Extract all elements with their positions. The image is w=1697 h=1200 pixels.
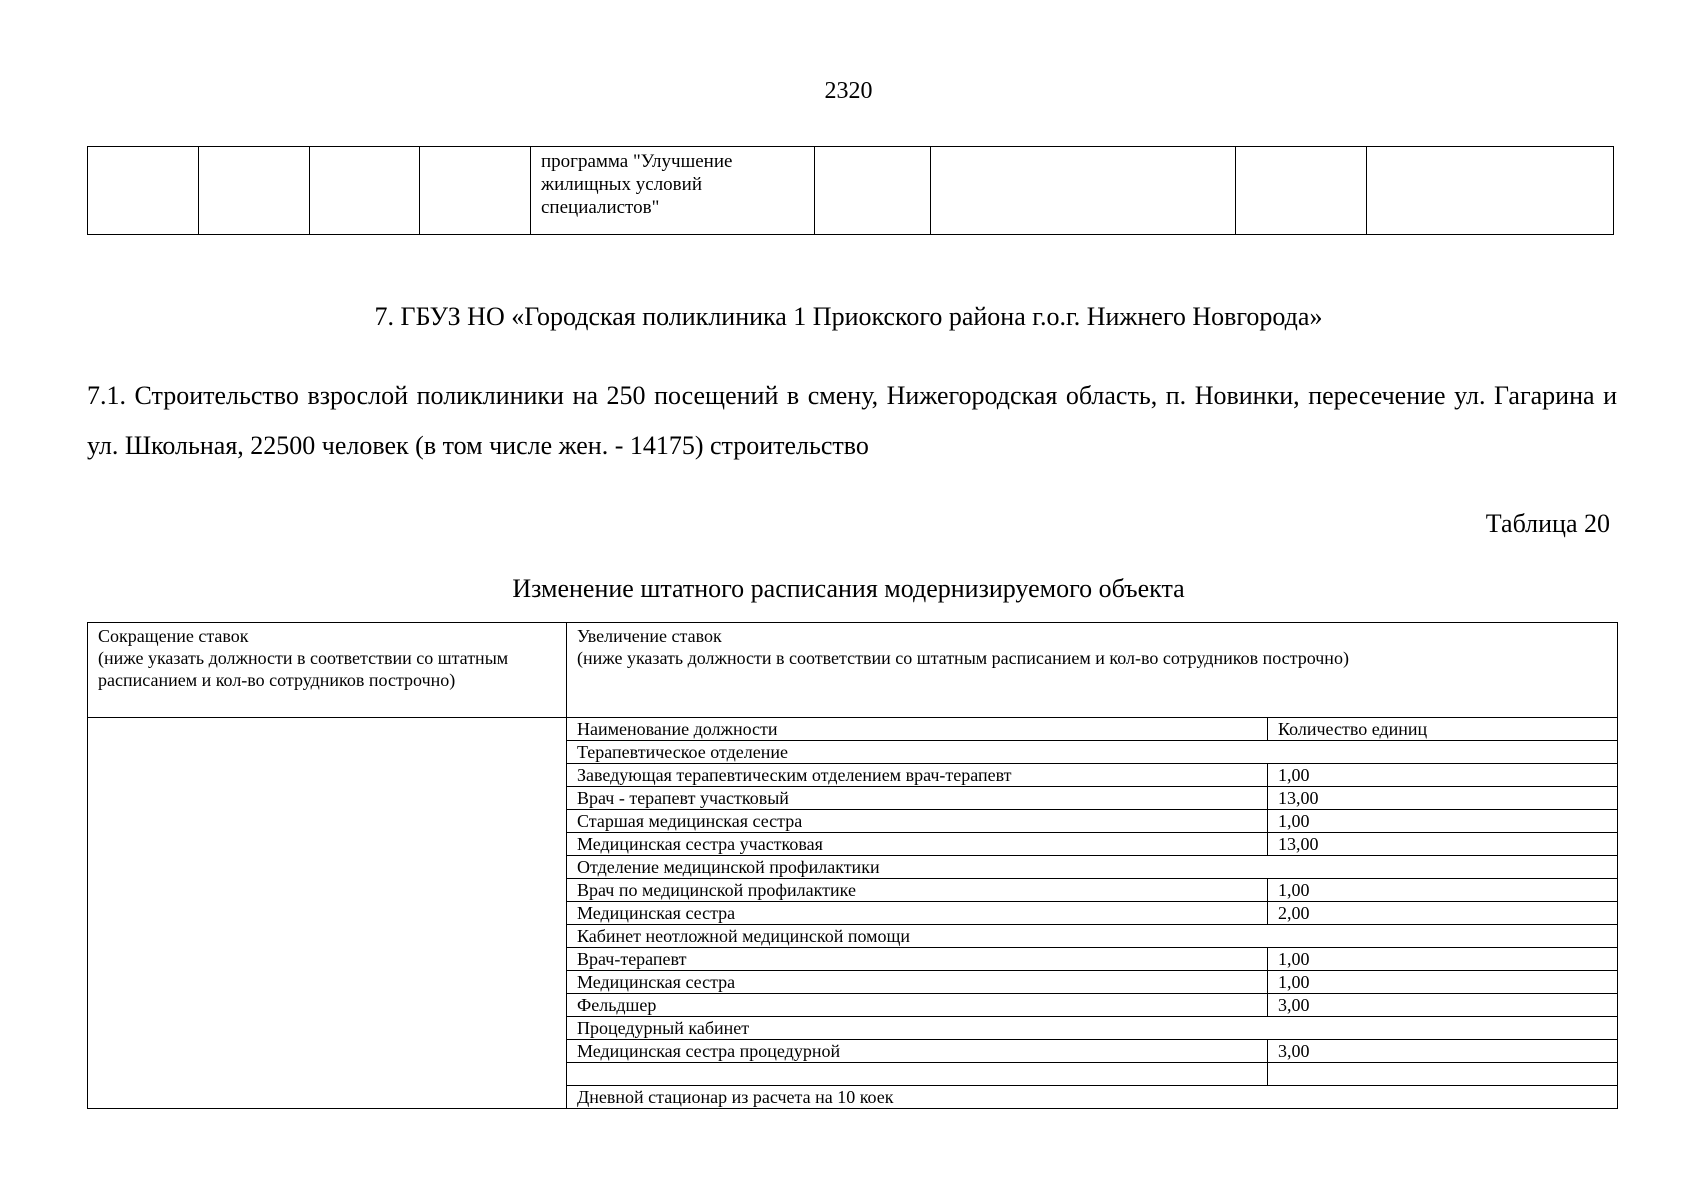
subsection-text: 7.1. Строительство взрослой поликлиники на 250 посещений в смену, Нижегородская область, п. Новинки, пересечение ул. Гагарина и ул. Школьная, 22500 человек (в том числе жен. - 14175) строительство: [87, 381, 1617, 460]
page-number: 2320: [824, 78, 873, 104]
position-name: Врач-терапевт: [567, 948, 1268, 971]
increase-note: (ниже указать должности в соответствии со штатным расписанием и кол-во сотрудников построчно): [577, 648, 1349, 668]
position-quantity: 13,00: [1268, 833, 1618, 856]
column-header-quantity: Количество единиц: [1268, 718, 1618, 741]
position-name: Медицинская сестра участковая: [567, 833, 1268, 856]
empty-cell: [1367, 147, 1614, 235]
position-quantity: [1268, 1063, 1618, 1086]
position-name: [567, 1063, 1268, 1086]
reduction-header: Сокращение ставок: [98, 626, 249, 646]
position-name: Фельдшер: [567, 994, 1268, 1017]
position-quantity: 1,00: [1268, 948, 1618, 971]
reduction-header-cell: [88, 623, 567, 718]
section-name: Процедурный кабинет: [567, 1017, 1618, 1040]
position-quantity: 1,00: [1268, 810, 1618, 833]
empty-cell: [420, 147, 531, 235]
program-name-cell: программа "Улучшение жилищных условий специалистов": [531, 147, 815, 235]
position-quantity: 1,00: [1268, 971, 1618, 994]
position-quantity: 2,00: [1268, 902, 1618, 925]
table-number: Таблица 20: [1485, 509, 1610, 538]
column-header-position: Наименование должности: [567, 718, 1268, 741]
empty-cell: [815, 147, 931, 235]
position-name: Медицинская сестра: [567, 971, 1268, 994]
reduction-body-cell: [88, 718, 567, 1109]
position-quantity: 13,00: [1268, 787, 1618, 810]
position-quantity: 3,00: [1268, 994, 1618, 1017]
position-quantity: 3,00: [1268, 1040, 1618, 1063]
empty-cell: [310, 147, 420, 235]
section-heading: 7. ГБУЗ НО «Городская поликлиника 1 Приокского района г.о.г. Нижнего Новгорода»: [374, 302, 1323, 331]
empty-cell: [1236, 147, 1367, 235]
empty-cell: [199, 147, 310, 235]
position-name: Врач по медицинской профилактике: [567, 879, 1268, 902]
staffing-change-table: [87, 622, 1618, 1109]
increase-header-cell: [567, 623, 1618, 718]
position-name: Врач - терапевт участковый: [567, 787, 1268, 810]
section-name: Дневной стационар из расчета на 10 коек: [567, 1086, 1618, 1109]
empty-cell: [931, 147, 1236, 235]
reduction-note: (ниже указать должности в соответствии со штатным расписанием и кол-во сотрудников построчно): [98, 648, 509, 690]
table-header-row: [88, 623, 1618, 718]
empty-cell: [88, 147, 199, 235]
section-name: Кабинет неотложной медицинской помощи: [567, 925, 1618, 948]
table-row: [88, 147, 1614, 235]
section-name: Терапевтическое отделение: [567, 741, 1618, 764]
position-name: Медицинская сестра: [567, 902, 1268, 925]
position-quantity: 1,00: [1268, 764, 1618, 787]
position-name: Старшая медицинская сестра: [567, 810, 1268, 833]
column-header-row: [88, 718, 1618, 741]
position-quantity: 1,00: [1268, 879, 1618, 902]
section-name: Отделение медицинской профилактики: [567, 856, 1618, 879]
increase-header: Увеличение ставок: [577, 626, 722, 646]
table-title: Изменение штатного расписания модернизируемого объекта: [512, 574, 1185, 603]
continuation-table: [87, 146, 1614, 235]
position-name: Заведующая терапевтическим отделением врач-терапевт: [567, 764, 1268, 787]
position-name: Медицинская сестра процедурной: [567, 1040, 1268, 1063]
